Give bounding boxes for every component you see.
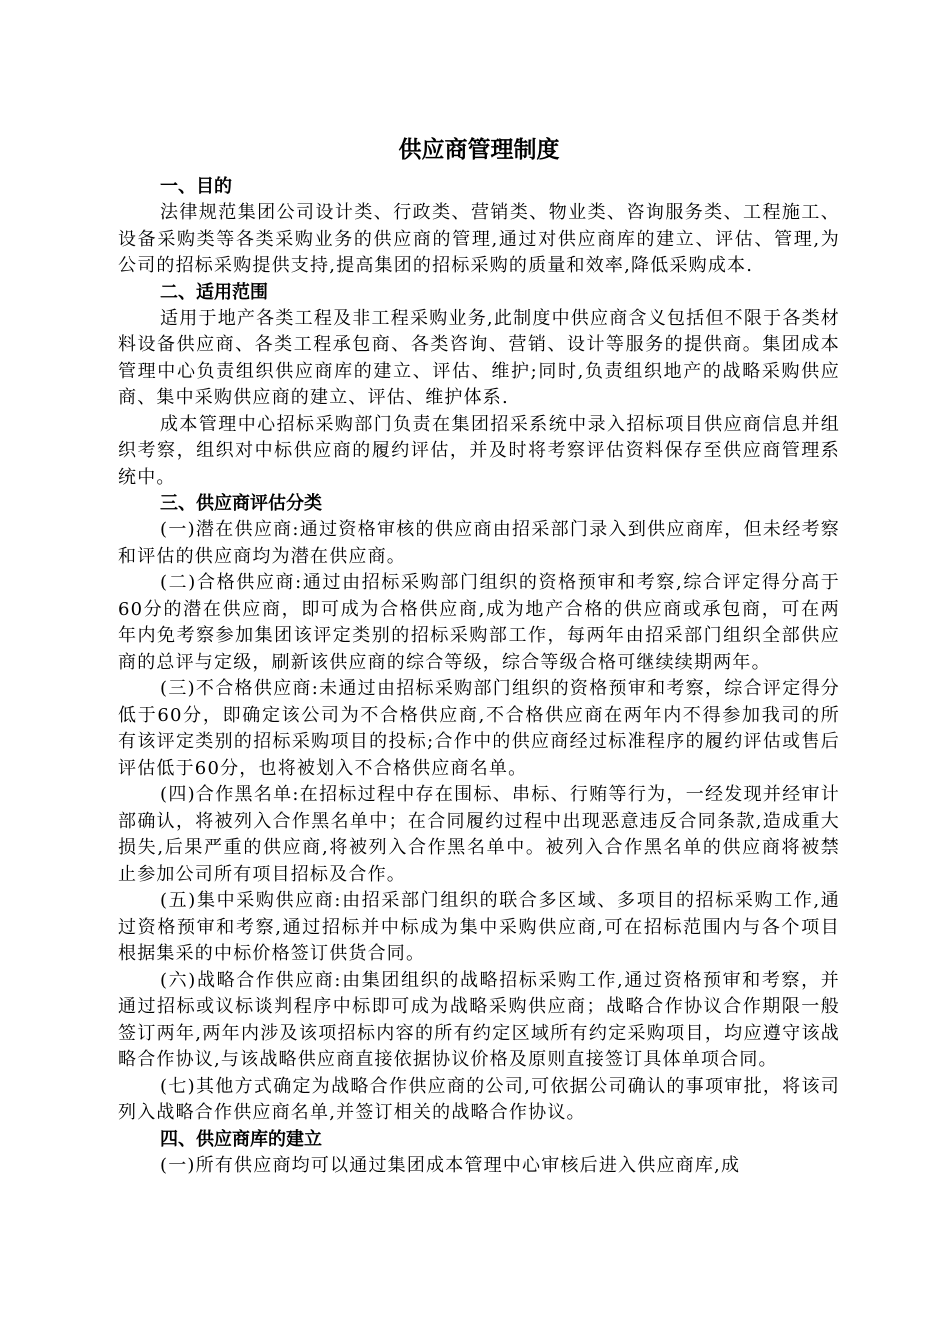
section-heading: 三、供应商评估分类 [160, 493, 322, 514]
section-supplier-library [118, 1127, 840, 1180]
paragraph: (五)集中采购供应商:由招采部门组织的联合多区域、多项目的招标采购工作,通过资格预审和考察,通过招标并中标成为集中采购供应商,可在招标范围内与各个项目根据集采的中标价格签订供货合同。 [118, 890, 840, 964]
section-supplier-classification [118, 491, 840, 1127]
paragraph: (一)所有供应商均可以通过集团成本管理中心审核后进入供应商库,成 [160, 1154, 741, 1176]
paragraph: (二)合格供应商:通过由招标采购部门组织的资格预审和考察,综合评定得分高于60分的潜在供应商，即可成为合格供应商,成为地产合格的供应商或承包商，可在两年内免考察参加集团该评定类别的招标采购部工作，每两年由招采部门组织全部供应商的总评与定级，刷新该供应商的综合等级，综合等级合格可继续续期两年。 [118, 572, 840, 673]
section-purpose [118, 174, 840, 280]
section-heading: 四、供应商库的建立 [160, 1128, 322, 1150]
paragraph: 适用于地产各类工程及非工程采购业务,此制度中供应商含义包括但不限于各类材料设备供应商、各类工程承包商、各类咨询、营销、设计等服务的提供商。集团成本管理中心负责组织供应商库的建立、评估、维护;同时,负责组织地产的战略采购供应商、集中采购供应商的建立、评估、维护体系. [118, 307, 840, 408]
section-heading: 二、适用范围 [160, 281, 268, 303]
document-title: 供应商管理制度 [398, 137, 560, 163]
paragraph: (一)潜在供应商:通过资格审核的供应商由招采部门录入到供应商库，但未经考察和评估的供应商均为潜在供应商。 [118, 519, 840, 567]
section-heading: 一、目的 [160, 176, 232, 197]
paragraph: 法律规范集团公司设计类、行政类、营销类、物业类、咨询服务类、工程施工、设备采购类等各类采购业务的供应商的管理,通过对供应商库的建立、评估、管理,为公司的招标采购提供支持,提高集团的招标采购的质量和效率,降低采购成本. [118, 202, 840, 276]
document-page [118, 132, 840, 1179]
paragraph: (四)合作黑名单:在招标过程中存在围标、串标、行贿等行为，一经发现并经审计部确认，将被列入合作黑名单中；在合同履约过程中出现恶意违反合同条款,造成重大损失,后果严重的供应商,将被列入合作黑名单中。被列入合作黑名单的供应商将被禁止参加公司所有项目招标及合作。 [118, 784, 840, 885]
paragraph: (六)战略合作供应商:由集团组织的战略招标采购工作,通过资格预审和考察，并通过招标或议标谈判程序中标即可成为战略采购供应商；战略合作协议合作期限一般签订两年,两年内涉及该项招标内容的所有约定区域所有约定采购项目，均应遵守该战略合作协议,与该战略供应商直接依据协议价格及原则直接签订具体单项合同。 [118, 969, 840, 1070]
paragraph: 成本管理中心招标采购部门负责在集团招采系统中录入招标项目供应商信息并组织考察，组织对中标供应商的履约评估，并及时将考察评估资料保存至供应商管理系统中。 [118, 413, 840, 488]
paragraph: (三)不合格供应商:未通过由招标采购部门组织的资格预审和考察，综合评定得分低于60分，即确定该公司为不合格供应商,不合格供应商在两年内不得参加我司的所有该评定类别的招标采购项目的投标;合作中的供应商经过标准程序的履约评估或售后评估低于60分，也将被划入不合格供应商名单。 [118, 678, 840, 779]
section-scope [118, 280, 840, 492]
paragraph: (七)其他方式确定为战略合作供应商的公司,可依据公司确认的事项审批，将该司列入战略合作供应商名单,并签订相关的战略合作协议。 [118, 1075, 840, 1123]
